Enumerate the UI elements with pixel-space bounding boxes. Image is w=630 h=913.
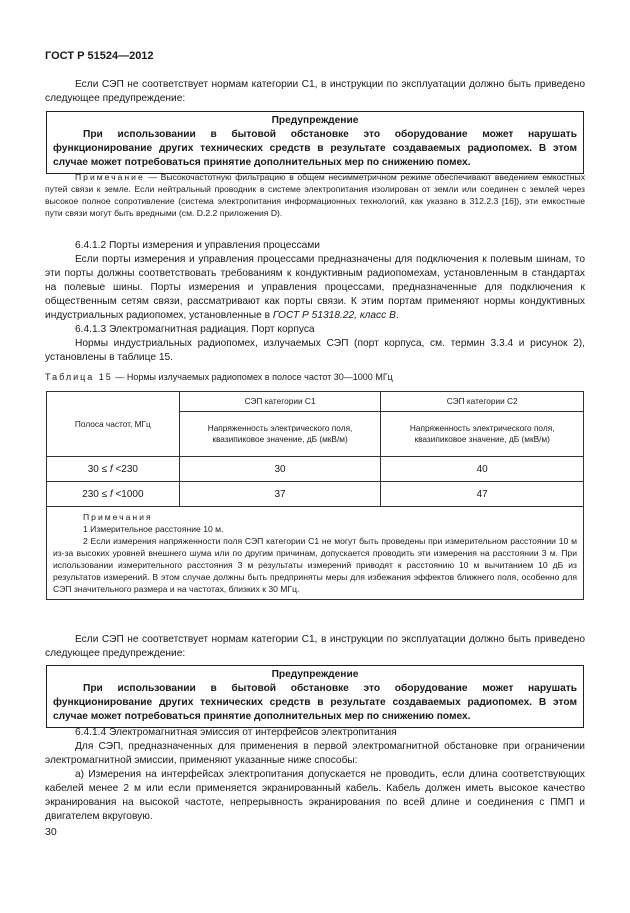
table-caption — [45, 372, 393, 382]
section-6412-heading: 6.4.1.2 Порты измерения и управления процессами — [75, 240, 320, 251]
page-number: 30 — [45, 826, 57, 838]
c2-value: 40 — [381, 457, 584, 482]
warning-title: Предупреждение — [271, 115, 359, 126]
note-text: — Высокочастотную фильтрацию в общем несимметричном режиме обеспечивают введением емкостных путей связи к земле. Если нейтральный проводник в системе электропитания изолирован от земли или соединен с землей через высокое полное сопротивление (система электропитания информационных технологий, как указано в 312.2.3 [16]), эти емкостные пути связи могут быть вредными (см. D.2.2 приложения D). — [45, 172, 585, 218]
band-cell — [47, 482, 180, 507]
section-6412-end: . — [395, 310, 399, 321]
warning-box-1 — [46, 111, 584, 174]
band-high: <1000 — [112, 488, 144, 500]
c1-value: 37 — [179, 482, 381, 507]
table-row — [47, 457, 584, 482]
table-caption-label: Таблица 15 — [45, 372, 113, 382]
header-category-c1: СЭП категории С1 — [179, 392, 381, 412]
section-6412-text: Если порты измерения и управления процессами предназначены для подключения к полевым шинам, то эти порты должны соответствовать требованиям к кондуктивным радиопомехам, установленным в стандартах на полевые шины. Порты измерения и управления процессами, предназначенные для подключения к общественным сетям связи, рассматривают как порты связи. К этим портам применяют нормы кондуктивных индустриальных радиопомех, установленные в — [45, 254, 585, 321]
band-cell — [47, 457, 180, 482]
warning-title: Предупреждение — [271, 669, 359, 680]
section-6413-heading: 6.4.1.3 Электромагнитная радиация. Порт корпуса — [75, 324, 315, 335]
notes-title: Примечания — [83, 512, 153, 522]
table-notes-row — [47, 507, 584, 600]
warning-text: При использовании в бытовой обстановке это оборудование может нарушать функционирование других технических средств в результате создаваемых радиопомех. В этом случае может потребоваться принятие дополнительных мер по снижению помех. — [53, 683, 577, 722]
band-high: <230 — [112, 463, 138, 475]
section-6413-body: Нормы индустриальных радиопомех, излучаемых СЭП (порт корпуса, см. термин 3.3.4 и рисунок 2), установлены в таблице 15. — [45, 338, 585, 363]
note-1: 1 Измерительное расстояние 10 м. — [83, 524, 224, 534]
band-var: f — [109, 463, 113, 475]
intro-paragraph-2: Если СЭП не соответствует нормам категории С1, в инструкции по эксплуатации должно быть приведено следующее предупреждение: — [45, 634, 585, 659]
table-row — [47, 482, 584, 507]
warning-box-2 — [46, 665, 584, 728]
section-6414-heading: 6.4.1.4 Электромагнитная эмиссия от интерфейсов электропитания — [75, 727, 397, 738]
c2-value: 47 — [381, 482, 584, 507]
section-6414-body: Для СЭП, предназначенных для применения в первой электромагнитной обстановке при ограничении электромагнитной эмиссии, применяют указанные ниже способы: — [45, 741, 585, 766]
subheader-c2: Напряженность электрического поля, квазипиковое значение, дБ (мкВ/м) — [381, 411, 584, 456]
standard-reference: ГОСТ Р 51318.22, класс В — [272, 310, 396, 321]
intro-paragraph-1: Если СЭП не соответствует нормам категории С1, в инструкции по эксплуатации должно быть приведено следующее предупреждение: — [45, 79, 585, 104]
note-label: Примечание — [75, 172, 145, 182]
header-frequency-band: Полоса частот, МГц — [47, 392, 180, 457]
table-header-row — [47, 392, 584, 412]
header-category-c2: СЭП категории С2 — [381, 392, 584, 412]
band-low: 230 ≤ — [82, 488, 110, 500]
subheader-c1: Напряженность электрического поля, квазипиковое значение, дБ (мкВ/м) — [179, 411, 381, 456]
standard-header: ГОСТ Р 51524—2012 — [45, 50, 154, 62]
band-low: 30 ≤ — [87, 463, 110, 475]
table-notes — [47, 507, 584, 600]
warning-text: При использовании в бытовой обстановке это оборудование может нарушать функционирование других технических средств в результате создаваемых радиопомех. В этом случае может потребоваться принятие дополнительных мер по снижению помех. — [53, 129, 577, 168]
table-15 — [46, 391, 584, 600]
c1-value: 30 — [179, 457, 381, 482]
section-6412-body — [45, 253, 585, 323]
table-caption-text: — Нормы излучаемых радиопомех в полосе частот 30—1000 МГц — [112, 372, 393, 382]
section-6414-item-a: а) Измерения на интерфейсах электропитания допускается не проводить, если длина соответствующих кабелей менее 2 м или если применяется экранированный кабель. Кабель должен иметь высокое качество экранирования на высокой частоте, непрерывность экранирования по всей длине и соединения с ПМП и двигателем вкруговую. — [45, 769, 585, 822]
note-2: 2 Если измерения напряженности поля СЭП категории С1 не могут быть проведены при измерительном расстоянии 10 м из-за высоких уровней внешнего шума или по другим причинам, допускается проводить эти измерения на расстоянии 3 м. При использовании измерительного расстояния 3 м результаты измерений приводят к расстоянию 10 м вычитанием 10 дБ из результатов измерений. В этом случае должны быть предприняты меры для избежания эффектов ближнего поля, особенно для СЭП значительного размера и на частотах, близких к 30 МГц. — [53, 536, 577, 594]
band-var: f — [109, 488, 113, 500]
note-paragraph — [45, 171, 585, 219]
